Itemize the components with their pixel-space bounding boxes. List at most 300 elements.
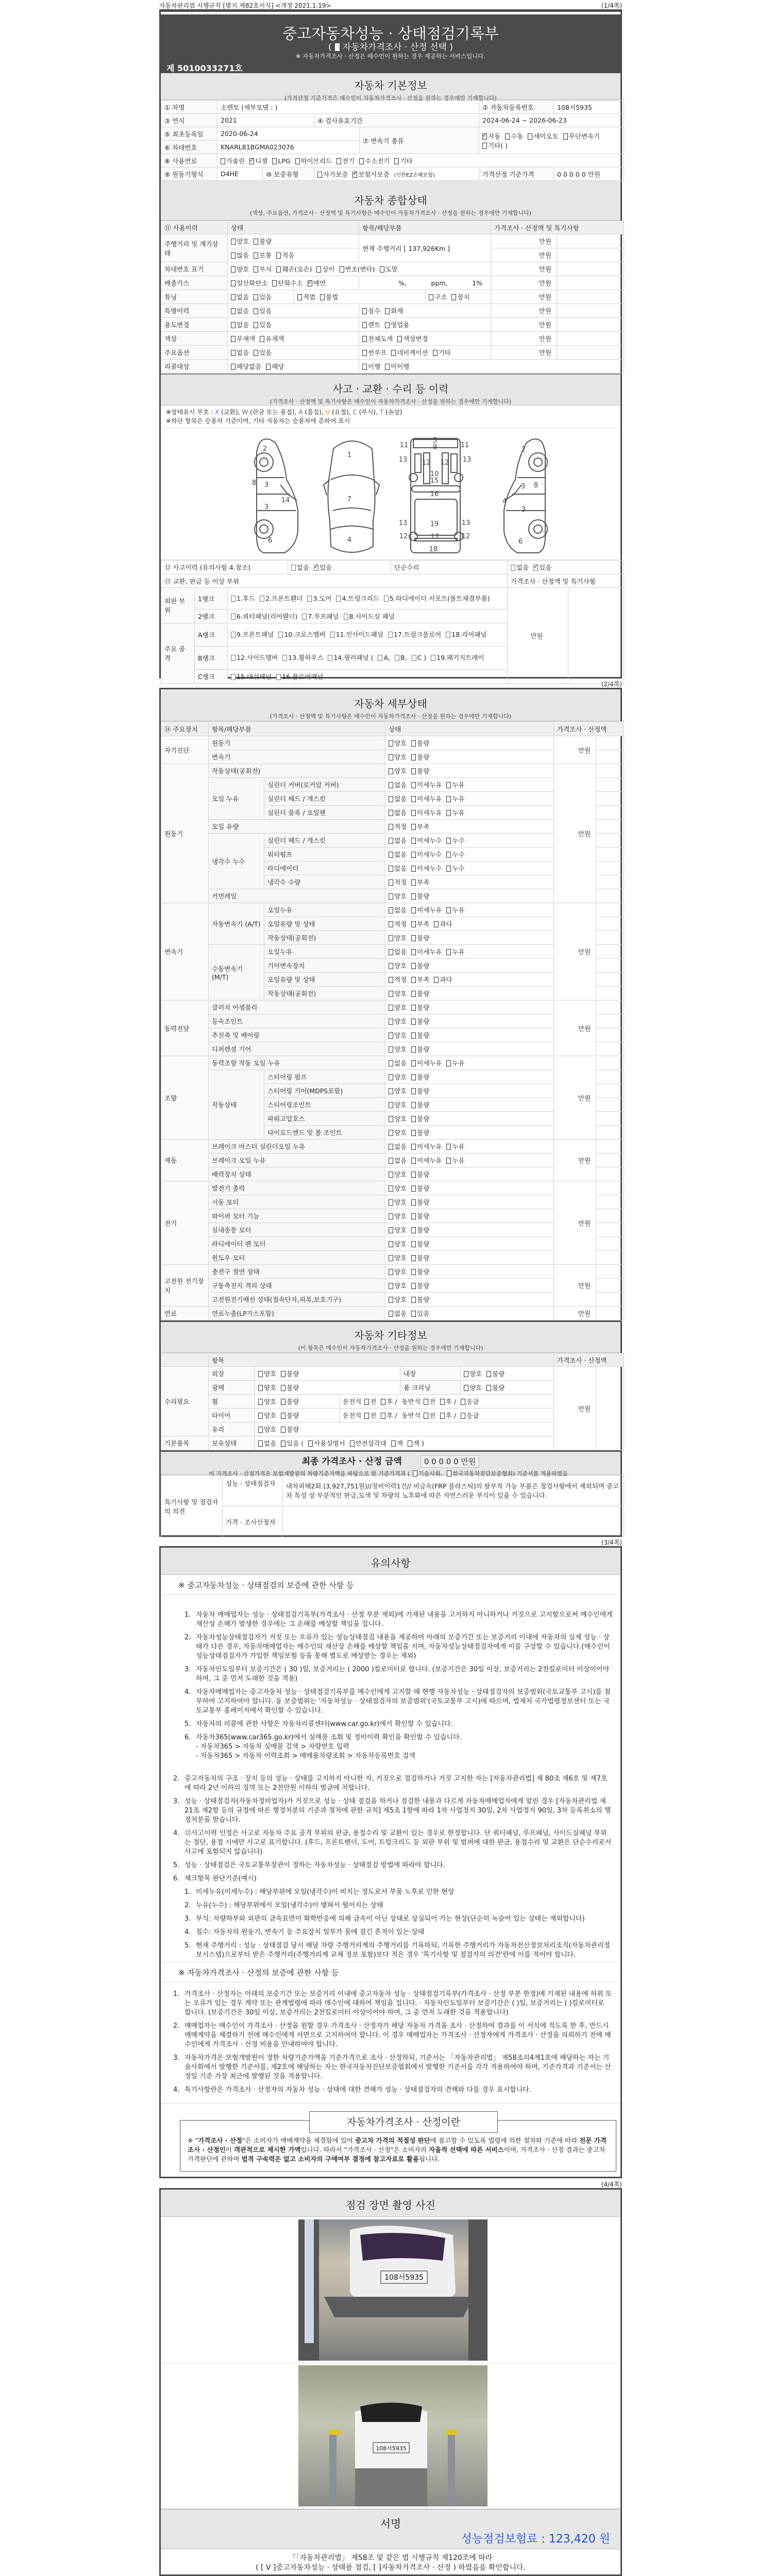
checkbox[interactable] — [447, 1470, 451, 1477]
price-note[interactable] — [596, 973, 624, 987]
checkbox[interactable] — [446, 782, 451, 788]
checkbox[interactable] — [486, 1385, 491, 1391]
checkbox[interactable] — [411, 866, 416, 872]
checkbox[interactable] — [411, 1311, 416, 1317]
checkbox[interactable] — [389, 1116, 393, 1122]
checkbox[interactable] — [389, 1213, 393, 1219]
checkbox[interactable] — [411, 838, 416, 844]
checkbox[interactable] — [411, 935, 416, 941]
checkbox[interactable] — [231, 336, 236, 342]
checkbox[interactable] — [231, 350, 236, 356]
price-note[interactable] — [596, 945, 624, 959]
price-unit: 만원 — [491, 262, 557, 276]
checkbox[interactable] — [362, 322, 367, 328]
price-note[interactable] — [596, 1042, 624, 1056]
checkbox[interactable] — [411, 1255, 416, 1261]
checkbox[interactable] — [389, 782, 393, 788]
checkbox[interactable] — [413, 1470, 417, 1477]
option-label: 불량 — [417, 767, 430, 775]
price-note[interactable] — [557, 304, 624, 318]
diagram-part-number: 4 — [502, 498, 507, 505]
checkbox[interactable] — [389, 740, 393, 747]
checkbox[interactable] — [389, 1046, 393, 1053]
checkbox[interactable] — [389, 1311, 393, 1317]
checkbox[interactable] — [231, 266, 236, 273]
option — [408, 1439, 424, 1447]
checkbox[interactable] — [411, 1116, 416, 1122]
checkbox[interactable] — [362, 336, 367, 342]
checkbox[interactable] — [231, 614, 236, 620]
option-label: 누수 — [452, 851, 465, 858]
checkbox[interactable] — [434, 977, 439, 983]
checkbox[interactable] — [254, 266, 258, 273]
option — [528, 132, 558, 140]
checkbox[interactable] — [231, 596, 236, 602]
price-note[interactable] — [596, 778, 624, 792]
option — [411, 1310, 429, 1317]
checkbox[interactable] — [451, 294, 456, 300]
checkbox[interactable] — [464, 1371, 468, 1377]
checkbox[interactable] — [446, 1060, 451, 1066]
checkbox[interactable] — [389, 977, 393, 983]
checkbox[interactable] — [231, 308, 236, 314]
checkbox[interactable] — [389, 1088, 393, 1094]
price-note[interactable] — [596, 1367, 624, 1450]
checkbox[interactable] — [389, 1158, 393, 1164]
price-note[interactable] — [596, 820, 624, 834]
price-note[interactable] — [596, 931, 624, 945]
checkbox[interactable] — [254, 252, 258, 259]
checkbox[interactable] — [411, 893, 416, 900]
checkbox[interactable] — [307, 596, 312, 602]
price-note[interactable] — [596, 889, 624, 903]
price-note[interactable] — [596, 1279, 624, 1293]
checkbox[interactable] — [461, 1399, 465, 1405]
checkbox[interactable] — [482, 143, 487, 149]
checkbox[interactable] — [446, 907, 451, 913]
checkbox[interactable] — [381, 1413, 385, 1419]
checkbox[interactable] — [272, 280, 277, 286]
row-label: 차대번호 표기 — [161, 262, 228, 276]
subgroup-label: 냉각수 누수 — [209, 834, 264, 889]
option — [411, 1018, 429, 1025]
checkbox[interactable] — [411, 1158, 416, 1164]
checkbox[interactable] — [281, 1385, 285, 1391]
price-note[interactable] — [596, 1126, 624, 1140]
checkbox[interactable] — [254, 322, 258, 328]
checkbox[interactable] — [397, 336, 402, 342]
price-note[interactable] — [596, 848, 624, 861]
checkbox[interactable] — [389, 1269, 393, 1275]
checkbox[interactable] — [411, 782, 416, 788]
page-1 — [159, 9, 622, 679]
option-label: 누유 — [452, 1157, 465, 1164]
price-note[interactable] — [557, 290, 624, 304]
checkbox[interactable] — [362, 308, 367, 314]
price-note[interactable] — [596, 736, 624, 750]
checkbox[interactable] — [528, 133, 532, 140]
checkbox[interactable] — [282, 655, 287, 661]
price-note[interactable] — [596, 1209, 624, 1223]
checkbox[interactable] — [395, 655, 399, 661]
price-note[interactable] — [596, 1265, 624, 1279]
checkbox[interactable] — [389, 1199, 393, 1206]
checkbox[interactable] — [412, 655, 416, 661]
checkbox[interactable] — [411, 1283, 416, 1289]
checkbox[interactable] — [314, 565, 318, 571]
checkbox[interactable] — [446, 852, 451, 858]
checkbox[interactable] — [411, 768, 416, 774]
checkbox[interactable] — [389, 949, 393, 955]
checkbox[interactable] — [364, 1413, 369, 1419]
option — [389, 1115, 407, 1123]
checkbox[interactable] — [337, 158, 341, 164]
checkbox[interactable] — [411, 963, 416, 969]
price-note[interactable] — [557, 234, 624, 248]
form-reference: 자동차관리법 시행규칙 [별지 제82호서식] <개정 2021.1.19> — [159, 2, 331, 9]
checkbox[interactable] — [276, 252, 281, 259]
note-number: 6. — [173, 1875, 180, 1883]
price-note[interactable] — [596, 1293, 624, 1307]
price-note[interactable] — [596, 1014, 624, 1028]
checkbox[interactable] — [411, 1074, 416, 1080]
checkbox[interactable] — [278, 632, 283, 638]
checkbox[interactable] — [385, 364, 390, 370]
option — [385, 307, 403, 315]
option — [389, 1031, 407, 1039]
checkbox[interactable] — [330, 632, 335, 638]
checkbox[interactable] — [411, 1005, 416, 1011]
checkbox[interactable] — [281, 1371, 285, 1377]
emphasis-text: 가격조사 · 산정 — [198, 2137, 243, 2144]
option — [411, 1212, 429, 1220]
price-note[interactable] — [596, 959, 624, 973]
checkbox[interactable] — [446, 632, 450, 638]
checkbox[interactable] — [231, 674, 236, 680]
checkbox[interactable] — [464, 1385, 468, 1391]
checkbox[interactable] — [431, 655, 435, 661]
price-note[interactable] — [596, 1181, 624, 1195]
checkbox[interactable] — [434, 921, 439, 927]
checkbox[interactable] — [446, 1144, 451, 1150]
checkbox[interactable] — [389, 824, 393, 830]
checkbox[interactable] — [563, 133, 568, 140]
checkbox[interactable] — [411, 740, 416, 747]
checkbox[interactable] — [411, 1227, 416, 1233]
checkbox[interactable] — [389, 1060, 393, 1066]
checkbox[interactable] — [389, 1102, 393, 1108]
checkbox[interactable] — [254, 239, 258, 245]
checkbox[interactable] — [249, 158, 254, 164]
price-note[interactable] — [557, 346, 624, 360]
checkbox[interactable] — [389, 754, 393, 760]
checkbox[interactable] — [389, 1297, 393, 1303]
checkbox[interactable] — [231, 252, 236, 259]
checkbox[interactable] — [380, 266, 384, 273]
checkbox[interactable] — [411, 907, 416, 913]
checkbox[interactable] — [231, 239, 236, 245]
price-note[interactable] — [596, 903, 624, 917]
checkbox[interactable] — [389, 796, 393, 802]
checkbox[interactable] — [446, 949, 451, 955]
price-survey-checkbox[interactable] — [335, 43, 340, 51]
checkbox[interactable] — [258, 1440, 263, 1447]
checkbox[interactable] — [389, 838, 393, 844]
checkbox[interactable] — [389, 1241, 393, 1247]
checkbox[interactable] — [308, 1440, 313, 1447]
checkbox[interactable] — [389, 1005, 393, 1011]
price-note[interactable] — [596, 1251, 624, 1265]
checkbox[interactable] — [446, 866, 451, 872]
checkbox[interactable] — [295, 158, 300, 164]
item-label: 냉각수 수량 — [264, 875, 385, 889]
checkbox[interactable] — [411, 1144, 416, 1150]
checkbox[interactable] — [254, 350, 258, 356]
checkbox[interactable] — [389, 1255, 393, 1261]
checkbox[interactable] — [389, 991, 393, 997]
checkbox[interactable] — [258, 1371, 263, 1377]
checkbox[interactable] — [258, 1385, 263, 1391]
price-note[interactable] — [596, 1056, 624, 1070]
checkbox[interactable] — [281, 1413, 285, 1419]
item-status — [385, 959, 554, 973]
checkbox[interactable] — [505, 133, 510, 140]
checkbox[interactable] — [389, 1130, 393, 1136]
checkbox[interactable] — [440, 1413, 445, 1419]
checkbox[interactable] — [411, 1269, 416, 1275]
checkbox[interactable] — [389, 1185, 393, 1192]
price-note[interactable] — [596, 1154, 624, 1167]
item-label: 시동 모터 — [209, 1195, 385, 1209]
checkbox[interactable] — [433, 350, 438, 356]
price-note[interactable] — [596, 1140, 624, 1154]
price-note[interactable] — [596, 875, 624, 889]
checkbox[interactable] — [411, 949, 416, 955]
checkbox[interactable] — [276, 674, 281, 680]
checkbox[interactable] — [272, 158, 277, 164]
price-note[interactable] — [596, 834, 624, 848]
checkbox[interactable] — [389, 1283, 393, 1289]
checkbox[interactable] — [389, 1227, 393, 1233]
option-label: 불량 — [287, 1412, 299, 1419]
price-note[interactable] — [596, 917, 624, 931]
checkbox[interactable] — [394, 158, 399, 164]
price-note[interactable] — [596, 750, 624, 764]
price-note[interactable] — [557, 318, 624, 332]
checkbox[interactable] — [344, 614, 348, 620]
checkbox[interactable] — [260, 596, 264, 602]
checkbox[interactable] — [320, 294, 325, 300]
section-note: (이 항목은 매수인이 자동차가격조사 · 산정을 원하는 경우에만 기재합니다) — [298, 1345, 483, 1351]
checkbox[interactable] — [258, 1427, 263, 1433]
checkbox[interactable] — [231, 632, 236, 638]
price-note[interactable] — [596, 792, 624, 806]
checkbox[interactable] — [352, 172, 357, 178]
checkbox[interactable] — [389, 852, 393, 858]
checkbox[interactable] — [389, 1074, 393, 1080]
checkbox[interactable] — [308, 280, 312, 286]
checkbox[interactable] — [362, 364, 367, 370]
checkbox[interactable] — [340, 266, 344, 273]
checkbox[interactable] — [276, 266, 281, 273]
checkbox[interactable] — [328, 655, 332, 661]
checkbox[interactable] — [408, 1440, 412, 1447]
price-note[interactable] — [557, 332, 624, 346]
checkbox[interactable] — [424, 1413, 428, 1419]
price-note[interactable] — [568, 588, 624, 684]
checkbox[interactable] — [533, 565, 538, 571]
checkbox[interactable] — [411, 852, 416, 858]
note-text: 가격조사 · 산정자는 아래의 보증기간 또는 보증거리 이내에 중고자동차 성능 · 상태점검기록부(가격조사 · 산정 부분 한정)에 기재된 내용에 허위 또는 오류가 있는 경우 계약 또는 관계법령에 따라 매수인에 대하여 책임을 집니다. · 자동차인도일부터 보증기간은 ( )일, 보증거리는 ( )킬로미터로 합니다. (보증기간은 30일 이상, 보증거리는 2천킬로미터 이상이어야 하며, 그 중 먼저 도래한 것을 적용합니다) — [184, 1990, 612, 2016]
checkbox[interactable] — [424, 1399, 428, 1405]
checkbox[interactable] — [281, 1399, 285, 1405]
checkbox[interactable] — [411, 1199, 416, 1206]
checkbox[interactable] — [384, 596, 389, 602]
price-note[interactable] — [596, 1195, 624, 1209]
checkbox[interactable] — [482, 133, 487, 140]
checkbox[interactable] — [389, 1172, 393, 1178]
checkbox[interactable] — [411, 991, 416, 997]
checkbox[interactable] — [381, 1399, 385, 1405]
checkbox[interactable] — [291, 565, 296, 571]
checkbox[interactable] — [440, 1399, 445, 1405]
checkbox[interactable] — [446, 810, 451, 816]
price-note[interactable] — [596, 806, 624, 820]
checkbox[interactable] — [364, 1399, 369, 1405]
checkbox[interactable] — [411, 1172, 416, 1178]
checkbox[interactable] — [231, 655, 236, 661]
checkbox[interactable] — [231, 322, 236, 328]
checkbox[interactable] — [350, 1440, 355, 1447]
price-note[interactable] — [596, 987, 624, 1001]
checkbox[interactable] — [411, 921, 416, 927]
checkbox[interactable] — [389, 879, 393, 886]
price-note[interactable] — [596, 861, 624, 875]
checkbox[interactable] — [385, 308, 390, 314]
checkbox[interactable] — [411, 1185, 416, 1192]
checkbox[interactable] — [446, 796, 451, 802]
checkbox[interactable] — [411, 1130, 416, 1136]
checkbox[interactable] — [389, 810, 393, 816]
checkbox[interactable] — [389, 866, 393, 872]
checkbox[interactable] — [317, 172, 322, 178]
checkbox[interactable] — [411, 1297, 416, 1303]
price-note[interactable] — [596, 1070, 624, 1084]
checkbox[interactable] — [411, 1046, 416, 1053]
price-note[interactable] — [596, 1084, 624, 1098]
checkbox[interactable] — [461, 1413, 465, 1419]
checkbox[interactable] — [411, 977, 416, 983]
checkbox[interactable] — [446, 838, 451, 844]
checkbox[interactable] — [411, 1241, 416, 1247]
checkbox[interactable] — [254, 308, 258, 314]
checkbox[interactable] — [411, 824, 416, 830]
checkbox[interactable] — [411, 754, 416, 760]
price-note[interactable] — [557, 248, 624, 262]
price-note[interactable] — [596, 1307, 624, 1320]
price-note[interactable] — [596, 1167, 624, 1181]
checkbox[interactable] — [389, 893, 393, 900]
checkbox[interactable] — [302, 614, 307, 620]
checkbox[interactable] — [260, 336, 264, 342]
checkbox[interactable] — [336, 596, 341, 602]
price-note[interactable] — [596, 1001, 624, 1014]
checkbox[interactable] — [388, 632, 393, 638]
checkbox[interactable] — [446, 1158, 451, 1164]
legend-prefix: ※상태표시 부호 : — [166, 409, 213, 416]
checkbox[interactable] — [254, 294, 258, 300]
price-note[interactable] — [596, 1112, 624, 1126]
price-note[interactable] — [596, 1098, 624, 1112]
option-label: 있음 ( — [287, 1439, 304, 1447]
appraiser-opinion[interactable] — [283, 1506, 624, 1537]
checkbox[interactable] — [411, 879, 416, 886]
checkbox[interactable] — [221, 158, 225, 164]
checkbox[interactable] — [389, 1032, 393, 1039]
checkbox[interactable] — [391, 350, 396, 356]
option-label: 13.휠하우스 — [288, 654, 324, 662]
group-label: 기본품목 — [161, 1436, 209, 1450]
section-note: (색상, 주요옵션, 가격조사 · 산정액 및 특기사항은 매수인이 자동차가격조사 · 산정을 원하는 경우에만 기재합니다) — [249, 210, 532, 216]
checkbox[interactable] — [389, 935, 393, 941]
price-note[interactable] — [557, 276, 624, 290]
checkbox[interactable] — [429, 294, 433, 300]
checkbox[interactable] — [378, 655, 382, 661]
option — [389, 1087, 407, 1095]
checkbox[interactable] — [281, 1440, 285, 1447]
checkbox[interactable] — [411, 810, 416, 816]
checkbox[interactable] — [389, 963, 393, 969]
price-note[interactable] — [596, 1237, 624, 1251]
checkbox[interactable] — [385, 322, 390, 328]
checkbox[interactable] — [411, 1088, 416, 1094]
checkbox[interactable] — [389, 1144, 393, 1150]
checkbox[interactable] — [411, 1060, 416, 1066]
checkbox[interactable] — [389, 907, 393, 913]
checkbox[interactable] — [389, 768, 393, 774]
checkbox[interactable] — [362, 350, 367, 356]
checkbox[interactable] — [266, 364, 271, 370]
checkbox[interactable] — [258, 1399, 263, 1405]
checkbox[interactable] — [231, 280, 236, 286]
checkbox[interactable] — [411, 1019, 416, 1025]
checkbox[interactable] — [297, 294, 302, 300]
price-note[interactable] — [596, 1223, 624, 1237]
price-note[interactable] — [596, 764, 624, 778]
checkbox[interactable] — [411, 1102, 416, 1108]
option — [281, 1439, 304, 1447]
price-note[interactable] — [596, 1028, 624, 1042]
checkbox[interactable] — [281, 1427, 285, 1433]
checkbox[interactable] — [359, 158, 364, 164]
checkbox[interactable] — [411, 1032, 416, 1039]
checkbox[interactable] — [316, 266, 321, 273]
checkbox[interactable] — [486, 1371, 491, 1377]
checkbox[interactable] — [411, 796, 416, 802]
option — [411, 892, 429, 900]
checkbox[interactable] — [511, 565, 515, 571]
checkbox[interactable] — [389, 1019, 393, 1025]
checkbox[interactable] — [391, 1440, 396, 1447]
checkbox[interactable] — [258, 1413, 263, 1419]
price-note[interactable] — [557, 262, 624, 276]
checkbox[interactable] — [231, 294, 236, 300]
checkbox[interactable] — [231, 364, 236, 370]
checkbox[interactable] — [389, 921, 393, 927]
diagram-part-number: 15 — [430, 477, 439, 485]
checkbox[interactable] — [411, 1213, 416, 1219]
option-label: 후 / — [445, 1412, 457, 1419]
